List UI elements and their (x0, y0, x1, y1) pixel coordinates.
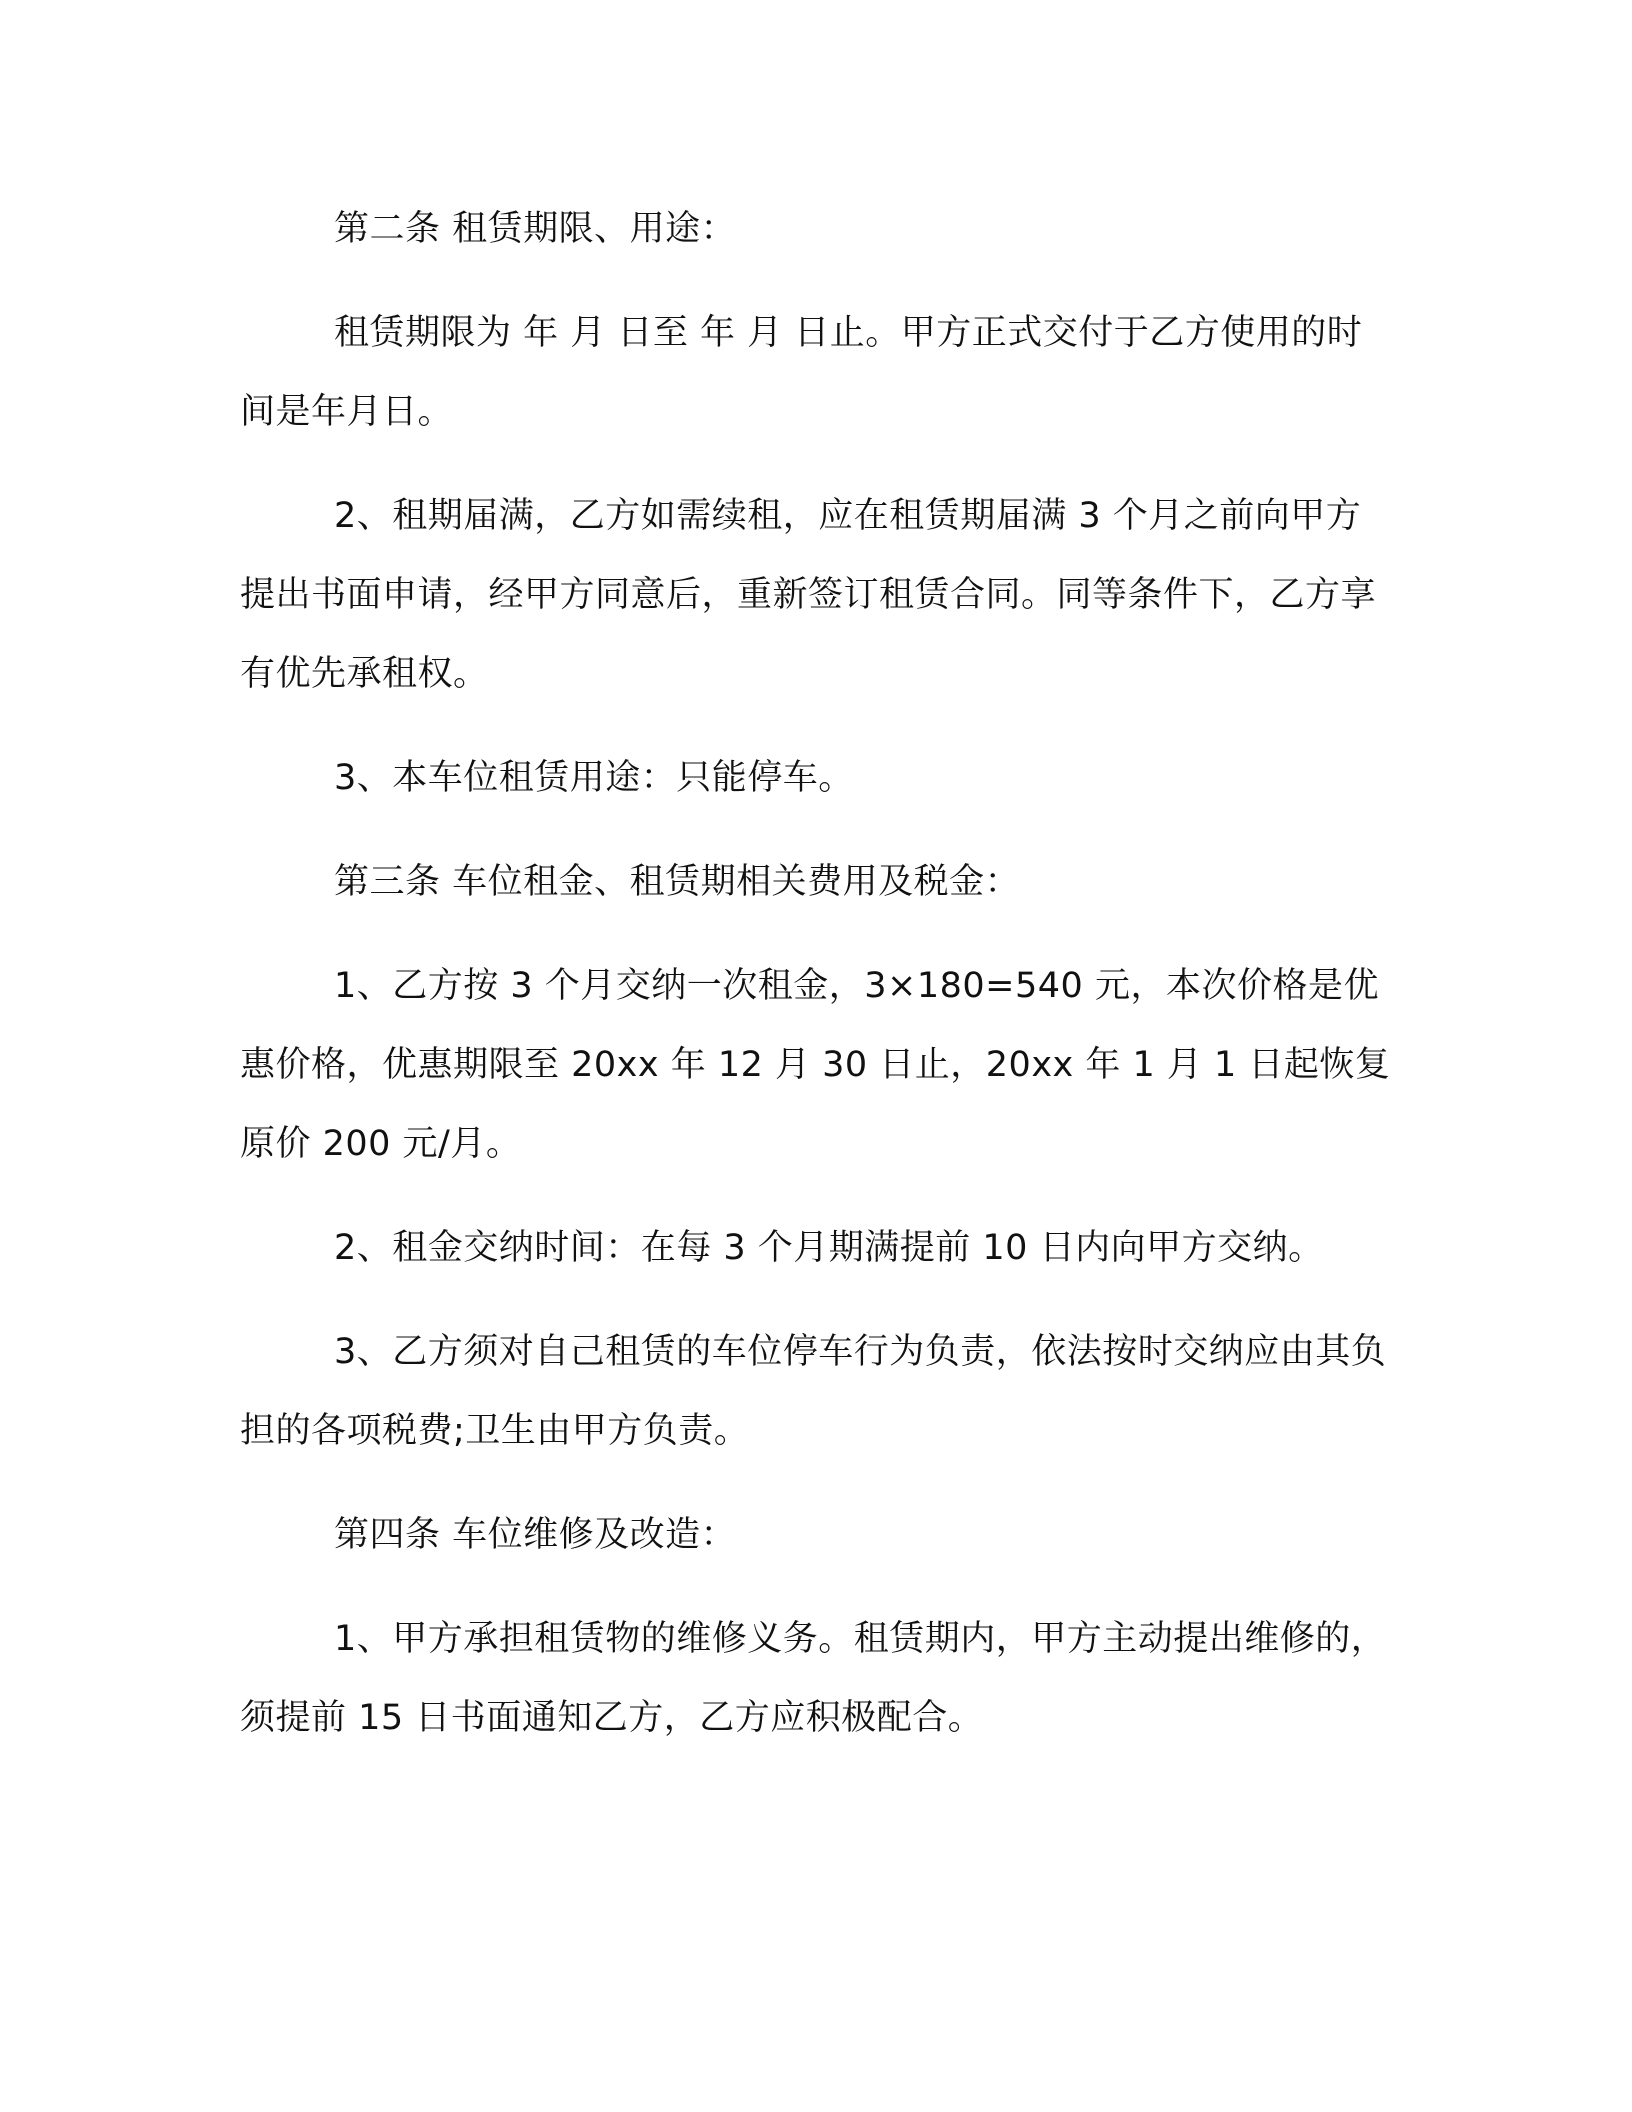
lease-term-paragraph: 租赁期限为 年 月 日至 年 月 日止。甲方正式交付于乙方使用的时间是年月日。 (240, 313, 1363, 432)
payment-time-paragraph: 2、租金交纳时间：在每 3 个月期满提前 10 日内向甲方交纳。 (334, 1228, 1324, 1268)
rent-payment-paragraph: 1、乙方按 3 个月交纳一次租金，3×180=540 元，本次价格是优惠价格，优惠期限至 20xx 年 12 月 30 日止，20xx 年 1 月 1 日起恢复原价 200 元/月。 (240, 966, 1391, 1164)
tax-responsibility-paragraph: 3、乙方须对自己租赁的车位停车行为负责，依法按时交纳应由其负担的各项税费;卫生由甲方负责。 (240, 1332, 1387, 1451)
renewal-paragraph: 2、租期届满，乙方如需续租，应在租赁期届满 3 个月之前向甲方提出书面申请，经甲方同意后，重新签订租赁合同。同等条件下，乙方享有优先承租权。 (240, 496, 1377, 694)
article-2-heading: 第二条 租赁期限、用途： (334, 209, 737, 249)
usage-paragraph: 3、本车位租赁用途：只能停车。 (334, 758, 854, 798)
article-3-heading: 第三条 车位租金、租赁期相关费用及税金： (334, 862, 1021, 902)
maintenance-paragraph: 1、甲方承担租赁物的维修义务。租赁期内，甲方主动提出维修的，须提前 15 日书面通知乙方，乙方应积极配合。 (240, 1619, 1387, 1738)
article-4-heading: 第四条 车位维修及改造： (334, 1515, 737, 1555)
